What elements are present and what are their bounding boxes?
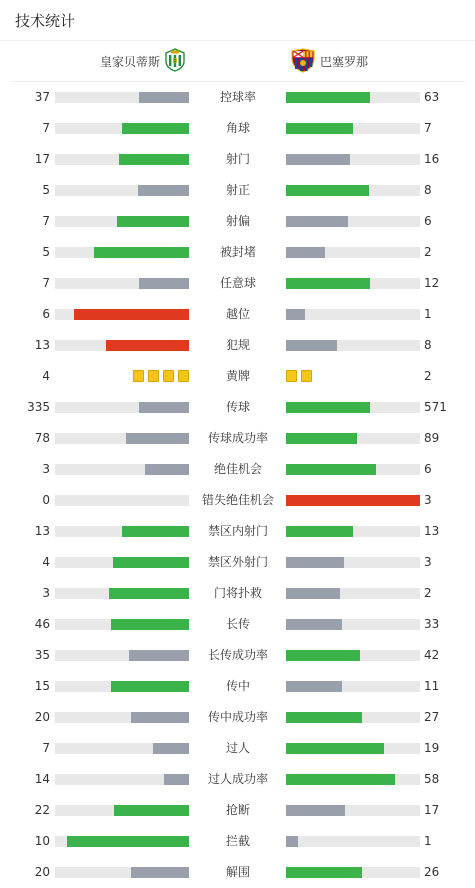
home-stat-value: 7	[42, 121, 50, 135]
home-stat-bar-track	[55, 867, 189, 878]
home-stat-bar-track	[55, 154, 189, 165]
stat-row	[0, 113, 475, 144]
home-stat-value: 3	[42, 586, 50, 600]
away-stat-bar-track	[286, 278, 420, 289]
yellow-card-icon	[148, 370, 159, 382]
away-stat-bar-track	[286, 309, 420, 320]
home-stat-bar-fill	[67, 836, 189, 847]
svg-text:B: B	[172, 57, 178, 65]
home-stat-value: 7	[42, 214, 50, 228]
away-stat-bar-fill	[286, 433, 357, 444]
stat-row	[0, 361, 475, 392]
stat-row	[0, 640, 475, 671]
home-stat-value: 78	[34, 431, 50, 445]
home-stat-bar-track	[55, 185, 189, 196]
home-stat-bar-track	[55, 526, 189, 537]
stat-row	[0, 237, 475, 268]
away-stat-value: 7	[424, 121, 432, 135]
stat-label: 角球	[225, 121, 250, 135]
away-stat-bar-fill	[286, 92, 370, 103]
away-stat-bar-track	[286, 402, 420, 413]
away-stat-bar-fill	[286, 495, 420, 506]
home-stat-bar-track	[55, 340, 189, 351]
away-stat-bar-track	[286, 836, 420, 847]
away-stat-value: 58	[424, 772, 440, 786]
away-stat-value: 6	[424, 214, 432, 228]
away-stat-bar-fill	[286, 712, 362, 723]
home-stat-value: 7	[42, 741, 50, 755]
away-stat-bar-track	[286, 805, 420, 816]
away-stat-value: 8	[424, 338, 432, 352]
home-stat-bar-track	[55, 123, 189, 134]
away-stat-bar-track	[286, 495, 420, 506]
away-stat-value: 3	[424, 555, 432, 569]
home-stat-value: 4	[42, 555, 50, 569]
stat-row	[0, 547, 475, 578]
stat-row	[0, 857, 475, 888]
away-stat-bar-fill	[286, 185, 369, 196]
away-stat-bar-track	[286, 774, 420, 785]
home-stat-bar-track	[55, 743, 189, 754]
away-stat-value: 2	[424, 586, 432, 600]
stat-row	[0, 702, 475, 733]
stat-row	[0, 485, 475, 516]
home-stat-value: 5	[42, 183, 50, 197]
home-stat-bar-fill	[122, 123, 189, 134]
away-stat-bar-fill	[286, 805, 345, 816]
stat-row	[0, 299, 475, 330]
home-stat-value: 35	[34, 648, 50, 662]
away-stat-bar-fill	[286, 526, 353, 537]
stat-label: 控球率	[219, 90, 256, 104]
away-stat-value: 8	[424, 183, 432, 197]
away-stat-bar-fill	[286, 278, 370, 289]
away-stat-bar-fill	[286, 154, 350, 165]
away-stat-bar-track	[286, 92, 420, 103]
stat-row	[0, 423, 475, 454]
stat-label: 越位	[225, 307, 250, 321]
away-stat-value: 89	[424, 431, 440, 445]
away-stat-value: 16	[424, 152, 440, 166]
away-stat-value: 33	[424, 617, 440, 631]
home-stat-bar-fill	[153, 743, 189, 754]
away-stat-value: 27	[424, 710, 440, 724]
stat-label: 解围	[225, 865, 250, 879]
away-stat-bar-fill	[286, 123, 353, 134]
home-stat-bar-track	[55, 216, 189, 227]
away-stat-bar-track	[286, 619, 420, 630]
away-stat-bar-fill	[286, 681, 342, 692]
home-stat-value: 20	[34, 865, 50, 879]
yellow-card-icon	[286, 370, 297, 382]
home-stat-value: 46	[34, 617, 50, 631]
home-stat-bar-fill	[114, 805, 189, 816]
home-stat-bar-fill	[106, 340, 189, 351]
home-stat-value: 7	[42, 276, 50, 290]
home-stat-bar-fill	[164, 774, 189, 785]
stat-row	[0, 795, 475, 826]
away-stat-bar-track	[286, 712, 420, 723]
stat-row	[0, 175, 475, 206]
home-stat-value: 20	[34, 710, 50, 724]
away-stat-bar-fill	[286, 743, 384, 754]
real-betis-crest-icon	[164, 48, 186, 75]
away-stat-bar-fill	[286, 464, 376, 475]
stat-label: 过人成功率	[207, 772, 268, 786]
home-stat-value: 17	[34, 152, 50, 166]
home-stat-bar-fill	[74, 309, 189, 320]
stat-row	[0, 671, 475, 702]
stat-label: 被封堵	[219, 245, 256, 259]
away-stat-value: 42	[424, 648, 440, 662]
away-stat-bar-track	[286, 743, 420, 754]
home-stat-bar-fill	[119, 154, 189, 165]
away-stat-value: 19	[424, 741, 440, 755]
stat-row	[0, 330, 475, 361]
away-team[interactable]	[290, 41, 368, 81]
away-stat-value: 1	[424, 307, 432, 321]
home-stat-value: 5	[42, 245, 50, 259]
home-stat-bar-fill	[131, 867, 189, 878]
home-stat-bar-track	[55, 836, 189, 847]
away-stat-bar-track	[286, 588, 420, 599]
away-stat-value: 2	[424, 369, 432, 383]
stat-label: 射偏	[225, 214, 250, 228]
home-stat-bar-fill	[94, 247, 189, 258]
home-stat-value: 13	[34, 338, 50, 352]
away-stat-bar-track	[286, 650, 420, 661]
home-stat-bar-fill	[139, 402, 189, 413]
away-stat-value: 11	[424, 679, 440, 693]
home-stat-bar-fill	[122, 526, 189, 537]
away-stat-bar-track	[286, 681, 420, 692]
away-stat-value: 2	[424, 245, 432, 259]
stat-label: 射门	[225, 152, 250, 166]
stat-label: 黄牌	[225, 369, 250, 383]
home-stat-bar-fill	[139, 278, 189, 289]
away-stat-bar-fill	[286, 774, 395, 785]
stat-label: 射正	[225, 183, 250, 197]
home-stat-bar-track	[55, 464, 189, 475]
stat-row	[0, 578, 475, 609]
home-stat-value: 14	[34, 772, 50, 786]
away-stat-bar-fill	[286, 216, 348, 227]
away-stat-bar-fill	[286, 867, 362, 878]
yellow-card-icon	[301, 370, 312, 382]
home-stat-bar-fill	[129, 650, 189, 661]
home-stat-bar-track	[55, 681, 189, 692]
home-stat-bar-track	[55, 712, 189, 723]
home-stat-bar-track	[55, 557, 189, 568]
stat-row	[0, 733, 475, 764]
home-team[interactable]	[100, 41, 186, 81]
home-stat-value: 0	[42, 493, 50, 507]
away-stat-bar-fill	[286, 557, 344, 568]
stat-row	[0, 82, 475, 113]
stat-label: 拦截	[225, 834, 250, 848]
home-stat-bar-fill	[111, 619, 189, 630]
away-stat-bar-track	[286, 433, 420, 444]
home-stat-bar-track	[55, 774, 189, 785]
away-stat-value: 13	[424, 524, 440, 538]
away-team-name: 巴塞罗那	[320, 54, 369, 69]
home-stat-value: 3	[42, 462, 50, 476]
home-stat-bar-track	[55, 650, 189, 661]
home-stat-bar-fill	[113, 557, 189, 568]
home-stat-bar-track	[55, 619, 189, 630]
home-stat-bar-track	[55, 588, 189, 599]
home-stat-value: 13	[34, 524, 50, 538]
away-stat-bar-track	[286, 526, 420, 537]
stat-label: 门将扑救	[213, 586, 262, 600]
stats-header	[0, 0, 475, 41]
away-stat-value: 17	[424, 803, 440, 817]
away-stat-value: 3	[424, 493, 432, 507]
stat-row	[0, 454, 475, 485]
stat-row	[0, 206, 475, 237]
stats-list	[0, 82, 475, 888]
stat-label: 传中成功率	[207, 710, 268, 724]
home-stat-bar-track	[55, 247, 189, 258]
stat-row	[0, 392, 475, 423]
stat-row	[0, 516, 475, 547]
home-stat-bar-fill	[139, 92, 189, 103]
away-stat-bar-fill	[286, 588, 340, 599]
home-stat-value: 10	[34, 834, 50, 848]
away-stat-value: 571	[424, 400, 447, 414]
stat-label: 绝佳机会	[213, 462, 262, 476]
home-stat-value: 4	[42, 369, 50, 383]
away-stat-value: 63	[424, 90, 440, 104]
home-stat-bar-track	[55, 805, 189, 816]
home-stat-bar-track	[55, 92, 189, 103]
away-stat-bar-fill	[286, 340, 337, 351]
stat-row	[0, 764, 475, 795]
stat-label: 禁区外射门	[207, 555, 268, 569]
stat-label: 抢断	[225, 803, 250, 817]
away-stat-bar-track	[286, 216, 420, 227]
stat-label: 长传成功率	[207, 648, 268, 662]
home-stat-value: 335	[27, 400, 50, 414]
fc-barcelona-crest-icon	[290, 47, 316, 76]
home-stat-bar-fill	[138, 185, 189, 196]
home-stat-bar-fill	[111, 681, 189, 692]
home-stat-bar-track	[55, 495, 189, 506]
stat-label: 犯规	[225, 338, 250, 352]
home-stat-bar-track	[55, 278, 189, 289]
away-stat-bar-fill	[286, 650, 360, 661]
away-stat-bar-fill	[286, 247, 325, 258]
away-stat-bar-fill	[286, 309, 305, 320]
away-stat-value: 12	[424, 276, 440, 290]
yellow-card-icon	[163, 370, 174, 382]
stat-row	[0, 144, 475, 175]
away-stat-bar-track	[286, 340, 420, 351]
stat-label: 过人	[225, 741, 250, 755]
home-stat-bar-fill	[109, 588, 189, 599]
home-stat-bar-track	[55, 309, 189, 320]
away-stat-bar-fill	[286, 619, 342, 630]
yellow-card-icon	[178, 370, 189, 382]
away-yellow-cards	[286, 370, 312, 383]
stat-label: 任意球	[219, 276, 256, 290]
away-stat-bar-track	[286, 123, 420, 134]
page-title: 技术统计	[15, 11, 76, 30]
away-stat-bar-track	[286, 247, 420, 258]
away-stat-value: 6	[424, 462, 432, 476]
stat-row	[0, 268, 475, 299]
home-stat-bar-fill	[131, 712, 189, 723]
stat-row	[0, 609, 475, 640]
teams-bar	[10, 41, 465, 82]
home-stat-bar-fill	[126, 433, 189, 444]
home-yellow-cards	[133, 370, 189, 383]
away-stat-bar-track	[286, 867, 420, 878]
away-stat-bar-fill	[286, 836, 298, 847]
away-stat-bar-track	[286, 557, 420, 568]
home-stat-bar-track	[55, 433, 189, 444]
home-stat-bar-track	[55, 402, 189, 413]
home-stat-bar-fill	[117, 216, 189, 227]
stat-label: 传中	[225, 679, 250, 693]
away-stat-bar-track	[286, 185, 420, 196]
stat-label: 错失绝佳机会	[201, 493, 274, 507]
stat-label: 传球成功率	[207, 431, 268, 445]
away-stat-bar-track	[286, 154, 420, 165]
away-stat-bar-fill	[286, 402, 370, 413]
away-stat-bar-track	[286, 464, 420, 475]
away-stat-value: 26	[424, 865, 440, 879]
home-stat-bar-fill	[145, 464, 189, 475]
stat-label: 长传	[225, 617, 250, 631]
stat-row	[0, 826, 475, 857]
home-team-name: 皇家贝蒂斯	[100, 54, 161, 69]
home-stat-value: 22	[34, 803, 50, 817]
stat-label: 禁区内射门	[207, 524, 268, 538]
yellow-card-icon	[133, 370, 144, 382]
home-stat-value: 15	[34, 679, 50, 693]
home-stat-value: 37	[34, 90, 50, 104]
away-stat-value: 1	[424, 834, 432, 848]
home-stat-value: 6	[42, 307, 50, 321]
stat-label: 传球	[225, 400, 250, 414]
